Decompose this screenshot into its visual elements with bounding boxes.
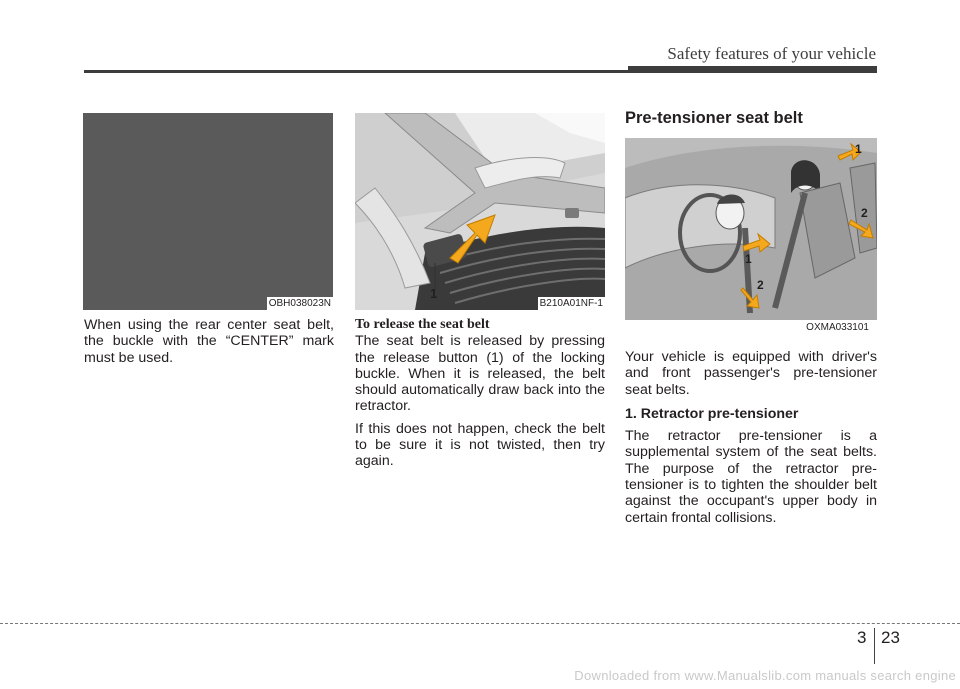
callout-1-top: 1 — [855, 142, 862, 156]
release-subhead: To release the seat belt — [355, 317, 490, 332]
page-separator — [874, 628, 875, 664]
column-1 — [84, 317, 334, 366]
figure-release-buckle — [355, 113, 605, 310]
buckle-illustration — [355, 113, 605, 310]
retractor-subhead: 1. Retractor pre-tensioner — [625, 405, 799, 422]
pretensioner-illustration — [625, 138, 877, 335]
page-number: 23 — [881, 628, 900, 647]
header-rule-accent — [628, 66, 877, 73]
figure-code: B210A01NF-1 — [539, 298, 603, 309]
release-paragraph: The seat belt is released by pressing the release button (1) of the locking buckle. When it is released, the belt should automatically draw back into the retractor. — [355, 333, 605, 415]
pretensioner-intro: Your vehicle is equipped with driver's and front passenger's pre-tensioner seat belts. — [625, 349, 877, 398]
footer-rule — [0, 623, 960, 624]
section-heading: Pre-tensioner seat belt — [625, 109, 803, 127]
callout-1-bottom: 1 — [745, 252, 752, 266]
figure-rear-center-belt — [83, 113, 333, 310]
chapter-number: 3 — [857, 628, 867, 647]
retractor-paragraph: The retractor pre-tensioner is a supplemental system of the seat belts. The purpose of the retractor pre-tensioner is to tighten the shoulder belt against the occupant's upper body in certain frontal collisions. — [625, 428, 877, 526]
callout-2-bottom: 2 — [757, 278, 764, 292]
header-title: Safety features of your vehicle — [667, 44, 876, 63]
figure-pretensioner — [625, 138, 877, 335]
column-3 — [625, 349, 877, 526]
twist-paragraph: If this does not happen, check the belt to be sure it is not twisted, then try again. — [355, 420, 605, 470]
callout-1: 1 — [430, 286, 438, 301]
figure-code: OBH038023N — [268, 298, 331, 309]
callout-2-top: 2 — [861, 206, 868, 220]
column-2 — [355, 317, 605, 470]
footer-watermark: Downloaded from www.Manualslib.com manuals search engine — [574, 668, 956, 683]
figure-code: OXMA033101 — [806, 322, 869, 333]
rear-center-belt-text: When using the rear center seat belt, the buckle with the “CENTER” mark must be used. — [84, 317, 334, 366]
